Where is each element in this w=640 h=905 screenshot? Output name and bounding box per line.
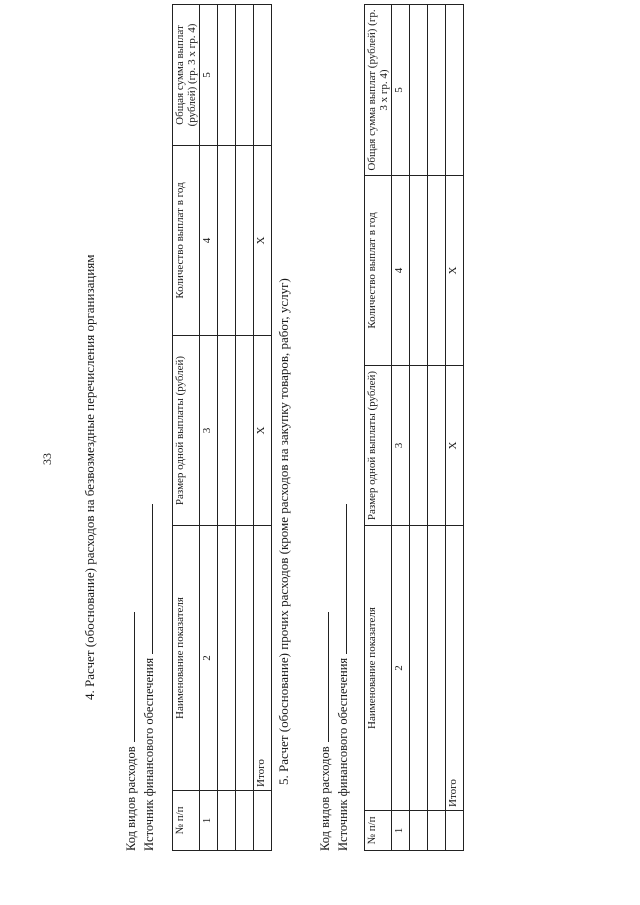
table-row	[410, 5, 428, 851]
code-fill-line	[122, 612, 135, 742]
section5-source-line	[334, 504, 351, 851]
total-x-mark: X	[254, 146, 272, 336]
source-fill-line	[140, 504, 153, 654]
col-number: 2	[200, 526, 218, 791]
col-header-no: № п/п	[173, 791, 200, 851]
table-row	[428, 5, 446, 851]
section5-code-line	[316, 612, 333, 851]
header-row	[173, 5, 200, 851]
number-row	[392, 5, 410, 851]
table-row	[218, 5, 236, 851]
col-header-size: Размер одной выплаты (рублей)	[173, 336, 200, 526]
col-number: 4	[200, 146, 218, 336]
col-number: 5	[392, 5, 410, 176]
col-number: 2	[392, 526, 410, 811]
section4-code-label: Код видов расходов	[124, 746, 138, 851]
col-number: 3	[392, 366, 410, 526]
col-header-total: Общая сумма выплат (рублей) (гр. 3 х гр. 4)	[173, 5, 200, 146]
col-header-total: Общая сумма выплат (рублей) (гр. 3 х гр. 4)	[365, 5, 392, 176]
code-fill-line	[316, 612, 329, 742]
col-header-name: Наименование показателя	[365, 526, 392, 811]
col-number: 3	[200, 336, 218, 526]
page-number: 33	[40, 453, 54, 465]
section5-table	[364, 4, 464, 851]
section4-table	[172, 4, 272, 851]
total-row	[254, 5, 272, 851]
section4-title: 4. Расчет (обоснование) расходов на безвозмездные перечисления организациям	[82, 254, 97, 700]
section4-code-line	[122, 612, 139, 851]
col-number: 1	[200, 791, 218, 851]
number-row	[200, 5, 218, 851]
col-number: 5	[200, 5, 218, 146]
section4-source-line	[140, 504, 157, 851]
header-row	[365, 5, 392, 851]
total-label: Итого	[446, 526, 464, 811]
total-row	[446, 5, 464, 851]
col-header-count: Количество выплат в год	[173, 146, 200, 336]
total-label: Итого	[254, 526, 272, 791]
section5-source-label: Источник финансового обеспечения	[336, 657, 350, 851]
col-header-name: Наименование показателя	[173, 526, 200, 791]
source-fill-line	[334, 504, 347, 654]
col-header-size: Размер одной выплаты (рублей)	[365, 366, 392, 526]
col-header-count: Количество выплат в год	[365, 176, 392, 366]
total-x-mark: X	[254, 336, 272, 526]
total-x-mark: X	[446, 366, 464, 526]
table-row	[236, 5, 254, 851]
col-number: 1	[392, 811, 410, 851]
col-header-no: № п/п	[365, 811, 392, 851]
total-x-mark: X	[446, 176, 464, 366]
section5-title: 5. Расчет (обоснование) прочих расходов (кроме расходов на закупку товаров, работ, услуг)	[276, 278, 291, 785]
section5-code-label: Код видов расходов	[318, 746, 332, 851]
col-number: 4	[392, 176, 410, 366]
section4-source-label: Источник финансового обеспечения	[142, 657, 156, 851]
